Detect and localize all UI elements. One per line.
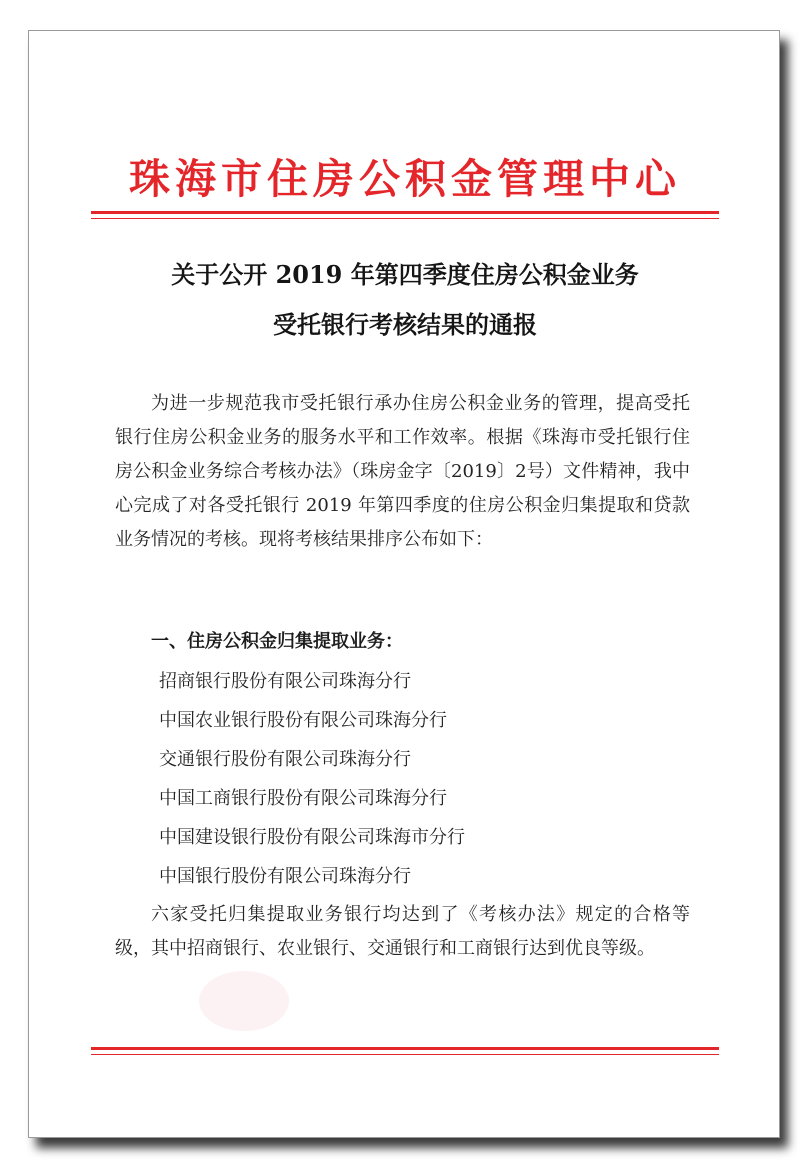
footer-rule-thick <box>91 1047 719 1050</box>
masthead-title: 珠海市住房公积金管理中心 <box>129 155 681 203</box>
bank-list-item: 交通银行股份有限公司珠海分行 <box>159 749 411 770</box>
bank-list-item: 中国建设银行股份有限公司珠海市分行 <box>159 827 465 848</box>
document-page <box>28 30 780 1138</box>
bank-list-item: 中国银行股份有限公司珠海分行 <box>159 866 411 887</box>
bank-list-item: 中国工商银行股份有限公司珠海分行 <box>159 788 447 809</box>
bank-list-item: 招商银行股份有限公司珠海分行 <box>159 671 411 692</box>
masthead-rule-thick <box>91 211 719 214</box>
bank-list-item: 中国农业银行股份有限公司珠海分行 <box>159 710 447 731</box>
masthead-rule-thin <box>91 218 719 219</box>
document-title-line1: 关于公开 2019 年第四季度住房公积金业务 <box>171 260 639 289</box>
footer-rule-thin <box>91 1054 719 1055</box>
intro-paragraph: 为进一步规范我市受托银行承办住房公积金业务的管理，提高受托银行住房公积金业务的服务水平和工作效率。根据《珠海市受托银行住房公积金业务综合考核办法》（珠房金字〔2019〕2号）文件精神，我中心完成了对各受托银行 2019 年第四季度的住房公积金归集提取和贷款业务情况的考核。现将考核结果排序公布如下： <box>115 393 690 550</box>
faint-seal-mark <box>199 971 289 1031</box>
bank-list <box>159 662 465 896</box>
section1-summary: 六家受托归集提取业务银行均达到了《考核办法》规定的合格等级，其中招商银行、农业银行、交通银行和工商银行达到优良等级。 <box>115 904 690 959</box>
section1-heading: 一、住房公积金归集提取业务： <box>151 631 403 652</box>
document-title-line2: 受托银行考核结果的通报 <box>273 310 537 339</box>
